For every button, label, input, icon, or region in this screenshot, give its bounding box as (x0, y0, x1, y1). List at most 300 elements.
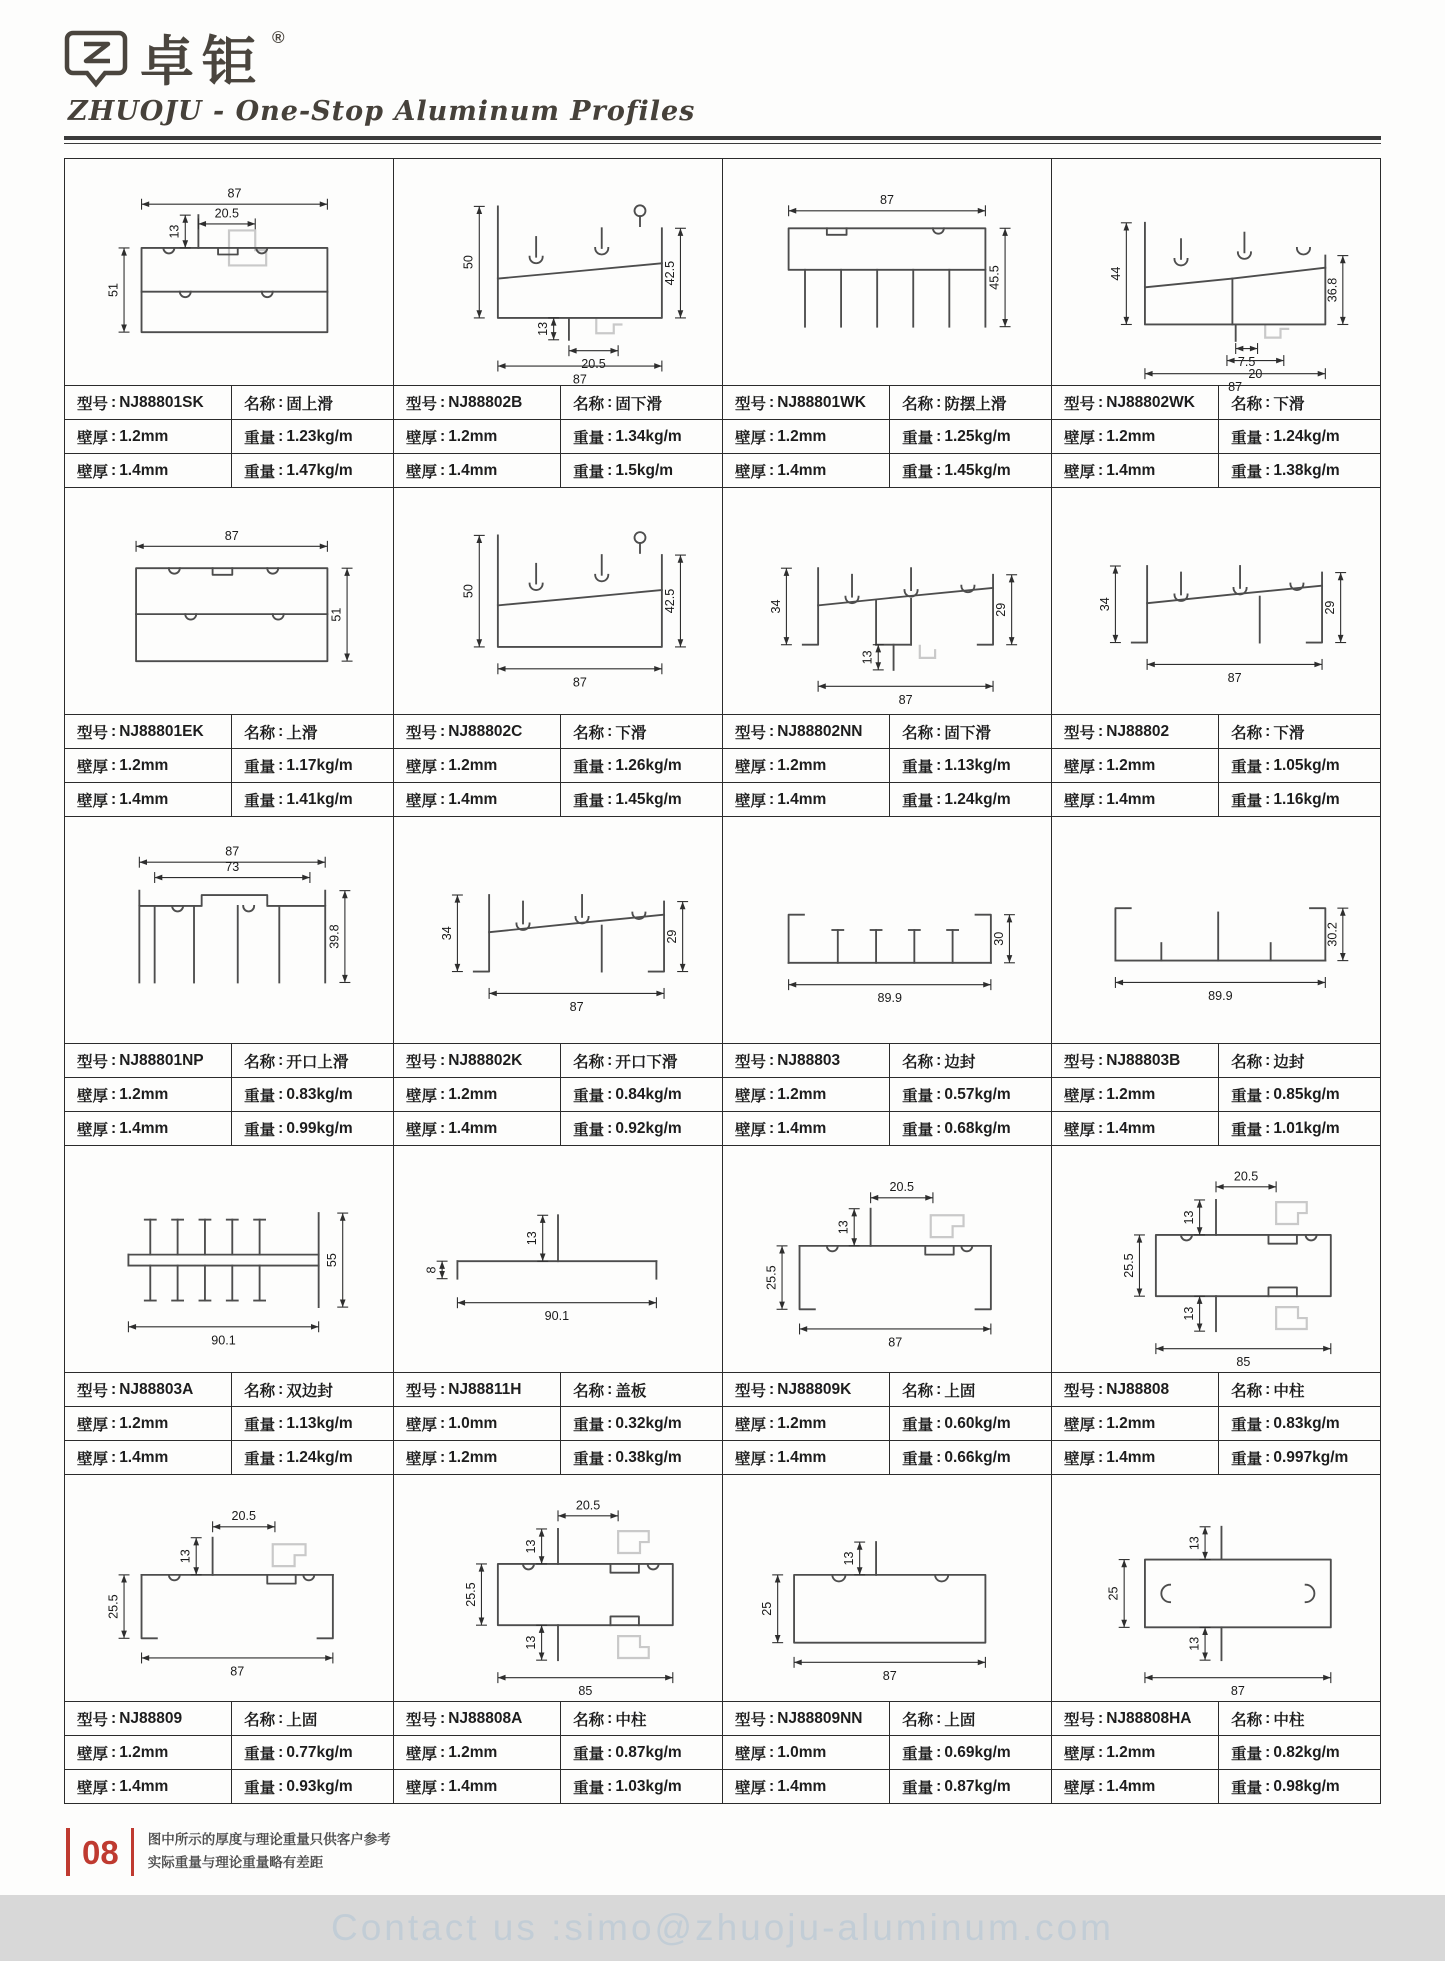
thickness-value: 1.4mm (448, 790, 498, 808)
dimension-label: 13 (525, 1231, 540, 1246)
thickness-cell: 壁厚 : 1.4mm (723, 1441, 890, 1474)
model-label: 型号 (406, 1382, 438, 1400)
weight-value: 1.34kg/m (615, 427, 682, 445)
dimension-label: 87 (224, 528, 239, 543)
spec-row-1 (394, 1077, 722, 1111)
model-value: NJ88809 (119, 1709, 183, 1727)
name-label: 名称 (902, 724, 934, 742)
profile-cross-section (723, 1146, 1051, 1372)
weight-label: 重量 (244, 1450, 276, 1468)
name-cell: 名称 : 边封 (1231, 1051, 1305, 1071)
weight-cell: 重量 : 1.5kg/m (573, 461, 674, 481)
dimension-label: 13 (1187, 1536, 1202, 1551)
weight-cell: 重量 : 0.99kg/m (244, 1119, 353, 1139)
model-label: 型号 (1064, 1382, 1096, 1400)
weight-cell: 重量 : 1.34kg/m (573, 427, 682, 447)
weight-value: 1.01kg/m (1273, 1119, 1340, 1137)
weight-label: 重量 (1231, 1745, 1263, 1763)
weight-label: 重量 (244, 1779, 276, 1797)
weight-value: 0.32kg/m (615, 1414, 682, 1432)
model-label: 型号 (406, 724, 438, 742)
profile-cross-section (723, 488, 1051, 714)
spec-table (723, 1043, 1051, 1145)
thickness-cell: 壁厚 : 1.2mm (723, 1407, 890, 1440)
thickness-value: 1.4mm (1106, 1777, 1156, 1795)
model-cell: 型号 : NJ88802C (394, 715, 561, 748)
weight-cell: 重量 : 1.41kg/m (244, 790, 353, 810)
weight-label: 重量 (1231, 429, 1263, 447)
spec-row-2 (723, 1111, 1051, 1145)
profile-cell (394, 1146, 723, 1475)
spec-table (723, 1701, 1051, 1803)
spec-row-model (1052, 385, 1380, 419)
spec-table (394, 1372, 722, 1474)
weight-cell: 重量 : 1.45kg/m (573, 790, 682, 810)
model-value: NJ88809K (777, 1380, 852, 1398)
model-value: NJ88808A (448, 1709, 523, 1727)
thickness-value: 1.4mm (777, 790, 827, 808)
dimension-label: 20.5 (575, 1498, 601, 1513)
name-value: 下滑 (1273, 395, 1305, 413)
model-cell: 型号 : NJ88808A (394, 1702, 561, 1735)
name-cell: 名称 : 边封 (902, 1051, 976, 1071)
weight-label: 重量 (573, 1121, 605, 1139)
weight-label: 重量 (573, 1450, 605, 1468)
spec-row-model (65, 714, 393, 748)
dimension-label: 29 (994, 602, 1009, 617)
dimension-label: 90.1 (211, 1333, 236, 1348)
weight-cell: 重量 : 0.87kg/m (573, 1743, 682, 1763)
name-label: 名称 (1231, 1053, 1263, 1071)
model-cell: 型号 : NJ88809NN (723, 1702, 890, 1735)
profile-drawing (65, 159, 393, 385)
thickness-label: 壁厚 (735, 463, 767, 481)
dimension-label: 29 (665, 929, 680, 944)
weight-label: 重量 (244, 1416, 276, 1434)
name-value: 开口上滑 (286, 1053, 349, 1071)
model-cell: 型号 : NJ88801NP (65, 1044, 232, 1077)
spec-row-1 (394, 748, 722, 782)
name-label: 名称 (244, 1711, 276, 1729)
name-value: 固上滑 (286, 395, 333, 413)
weight-cell: 重量 : 1.01kg/m (1231, 1119, 1340, 1139)
profile-cell (65, 1146, 394, 1475)
model-cell: 型号 : NJ88802NN (723, 715, 890, 748)
dimension-label: 85 (578, 1684, 593, 1699)
profile-drawing (394, 817, 722, 1043)
weight-value: 1.24kg/m (944, 790, 1011, 808)
weight-cell: 重量 : 1.24kg/m (244, 1448, 353, 1468)
model-cell: 型号 : NJ88809K (723, 1373, 890, 1406)
spec-table (1052, 1701, 1380, 1803)
dimension-label: 73 (225, 859, 240, 874)
thickness-label: 壁厚 (77, 792, 109, 810)
spec-row-2 (1052, 1440, 1380, 1474)
weight-value: 0.68kg/m (944, 1119, 1011, 1137)
weight-value: 0.69kg/m (944, 1743, 1011, 1761)
profile-cross-section (65, 488, 393, 714)
page-number: 08 (82, 1833, 119, 1871)
weight-label: 重量 (902, 463, 934, 481)
dimension-label: 51 (329, 607, 344, 622)
weight-label: 重量 (1231, 1779, 1263, 1797)
model-label: 型号 (77, 1053, 109, 1071)
thickness-value: 1.4mm (119, 1777, 169, 1795)
thickness-label: 壁厚 (1064, 1416, 1096, 1434)
spec-row-1 (1052, 1077, 1380, 1111)
thickness-cell: 壁厚 : 1.2mm (723, 1078, 890, 1111)
name-value: 固下滑 (615, 395, 662, 413)
profile-cell (1052, 1146, 1381, 1475)
spec-row-2 (1052, 1769, 1380, 1803)
spec-table (65, 714, 393, 816)
model-cell: 型号 : NJ88808 (1052, 1373, 1219, 1406)
weight-label: 重量 (573, 1779, 605, 1797)
thickness-cell: 壁厚 : 1.4mm (65, 1112, 232, 1145)
weight-cell: 重量 : 0.69kg/m (902, 1743, 1011, 1763)
profile-drawing (723, 1475, 1051, 1701)
weight-value: 0.92kg/m (615, 1119, 682, 1137)
profile-cell (1052, 1475, 1381, 1804)
name-label: 名称 (1231, 724, 1263, 742)
weight-label: 重量 (1231, 1087, 1263, 1105)
thickness-label: 壁厚 (77, 463, 109, 481)
model-value: NJ88802C (448, 722, 523, 740)
spec-row-model (394, 1043, 722, 1077)
weight-cell: 重量 : 1.16kg/m (1231, 790, 1340, 810)
name-cell: 名称 : 下滑 (1231, 722, 1305, 742)
dimension-label: 8 (424, 1266, 439, 1274)
weight-cell: 重量 : 1.13kg/m (902, 756, 1011, 776)
profile-cross-section (394, 488, 722, 714)
thickness-cell: 壁厚 : 1.4mm (723, 783, 890, 816)
profile-drawing (394, 1475, 722, 1701)
spec-table (65, 1372, 393, 1474)
thickness-cell: 壁厚 : 1.2mm (1052, 1736, 1219, 1769)
name-label: 名称 (244, 395, 276, 413)
spec-row-2 (1052, 453, 1380, 487)
model-value: NJ88808HA (1106, 1709, 1192, 1727)
model-label: 型号 (1064, 395, 1096, 413)
weight-label: 重量 (573, 792, 605, 810)
thickness-label: 壁厚 (77, 1416, 109, 1434)
name-value: 中柱 (1273, 1382, 1305, 1400)
model-label: 型号 (406, 1053, 438, 1071)
spec-table (394, 1701, 722, 1803)
dimension-label: 87 (572, 372, 587, 387)
brand-tagline: ZHUOJU - One-Stop Aluminum Profiles (68, 96, 696, 127)
spec-row-2 (1052, 782, 1380, 816)
thickness-value: 1.2mm (1106, 1414, 1156, 1432)
weight-label: 重量 (573, 1416, 605, 1434)
weight-cell: 重量 : 0.32kg/m (573, 1414, 682, 1434)
profile-cross-section (1052, 817, 1380, 1043)
profile-cross-section (394, 817, 722, 1043)
weight-cell: 重量 : 0.57kg/m (902, 1085, 1011, 1105)
thickness-label: 壁厚 (77, 1087, 109, 1105)
profile-cross-section (1052, 1146, 1380, 1372)
spec-row-model (723, 385, 1051, 419)
spec-table (65, 1701, 393, 1803)
spec-table (394, 1043, 722, 1145)
weight-cell: 重量 : 1.47kg/m (244, 461, 353, 481)
model-value: NJ88801NP (119, 1051, 204, 1069)
thickness-cell: 壁厚 : 1.2mm (65, 1407, 232, 1440)
profile-drawing (394, 488, 722, 714)
dimension-label: 25.5 (764, 1265, 779, 1290)
dimension-label: 13 (1182, 1306, 1197, 1321)
weight-label: 重量 (1231, 1121, 1263, 1139)
dimension-label: 13 (836, 1220, 851, 1235)
weight-label: 重量 (573, 463, 605, 481)
model-value: NJ88802K (448, 1051, 523, 1069)
spec-row-1 (1052, 1735, 1380, 1769)
thickness-label: 壁厚 (1064, 1087, 1096, 1105)
thickness-label: 壁厚 (406, 429, 438, 447)
thickness-cell: 壁厚 : 1.2mm (65, 1736, 232, 1769)
spec-row-2 (723, 782, 1051, 816)
name-cell: 名称 : 防摆上滑 (902, 393, 1007, 413)
spec-row-1 (65, 1406, 393, 1440)
name-value: 中柱 (1273, 1711, 1305, 1729)
profile-drawing (1052, 159, 1380, 395)
weight-value: 0.66kg/m (944, 1448, 1011, 1466)
weight-cell: 重量 : 0.84kg/m (573, 1085, 682, 1105)
profile-cross-section (394, 1475, 722, 1701)
profile-cell (65, 488, 394, 817)
weight-label: 重量 (902, 1450, 934, 1468)
profile-drawing (65, 488, 393, 714)
weight-label: 重量 (902, 429, 934, 447)
spec-row-model (394, 385, 722, 419)
profile-cell (723, 1475, 1052, 1804)
profile-cell (1052, 488, 1381, 817)
thickness-cell: 壁厚 : 1.2mm (65, 749, 232, 782)
model-label: 型号 (77, 395, 109, 413)
profile-cell (723, 1146, 1052, 1475)
weight-label: 重量 (1231, 792, 1263, 810)
name-label: 名称 (1231, 1382, 1263, 1400)
name-label: 名称 (244, 1382, 276, 1400)
thickness-value: 1.2mm (119, 427, 169, 445)
weight-value: 1.13kg/m (286, 1414, 353, 1432)
spec-row-model (394, 714, 722, 748)
weight-value: 1.13kg/m (944, 756, 1011, 774)
model-cell: 型号 : NJ88803 (723, 1044, 890, 1077)
thickness-cell: 壁厚 : 1.4mm (65, 783, 232, 816)
thickness-cell: 壁厚 : 1.4mm (723, 1112, 890, 1145)
thickness-value: 1.4mm (119, 790, 169, 808)
spec-row-2 (723, 453, 1051, 487)
profile-drawing (65, 1475, 393, 1701)
weight-cell: 重量 : 0.87kg/m (902, 1777, 1011, 1797)
name-cell: 名称 : 盖板 (573, 1380, 647, 1400)
weight-label: 重量 (244, 792, 276, 810)
weight-label: 重量 (902, 1779, 934, 1797)
thickness-label: 壁厚 (1064, 429, 1096, 447)
model-cell: 型号 : NJ88808HA (1052, 1702, 1219, 1735)
weight-label: 重量 (244, 463, 276, 481)
profile-cross-section (394, 1146, 722, 1372)
profile-drawing (1052, 817, 1380, 1043)
spec-row-2 (65, 1111, 393, 1145)
thickness-label: 壁厚 (1064, 758, 1096, 776)
weight-cell: 重量 : 1.45kg/m (902, 461, 1011, 481)
weight-cell: 重量 : 1.24kg/m (902, 790, 1011, 810)
thickness-label: 壁厚 (1064, 1450, 1096, 1468)
header-divider (64, 136, 1381, 144)
thickness-value: 1.2mm (1106, 756, 1156, 774)
dimension-label: 25 (1106, 1586, 1121, 1601)
profile-drawing (723, 488, 1051, 714)
dimension-label: 25 (760, 1601, 775, 1616)
dimension-label: 13 (860, 650, 875, 665)
dimension-label: 13 (842, 1551, 857, 1566)
weight-label: 重量 (244, 1121, 276, 1139)
spec-row-2 (723, 1440, 1051, 1474)
dimension-label: 20.5 (214, 206, 240, 221)
profile-cross-section (1052, 159, 1380, 395)
model-value: NJ88802 (1106, 722, 1170, 740)
name-label: 名称 (573, 1711, 605, 1729)
name-cell: 名称 : 双边封 (244, 1380, 333, 1400)
footer-note-row (66, 1828, 1445, 1876)
dimension-label: 87 (882, 1668, 897, 1683)
profile-drawing (1052, 488, 1380, 714)
model-value: NJ88803A (119, 1380, 194, 1398)
spec-table (1052, 1372, 1380, 1474)
profile-cross-section (65, 1146, 393, 1372)
weight-value: 0.84kg/m (615, 1085, 682, 1103)
spec-table (65, 385, 393, 487)
thickness-cell: 壁厚 : 1.4mm (394, 454, 561, 487)
thickness-value: 1.0mm (777, 1743, 827, 1761)
name-cell: 名称 : 上滑 (244, 722, 318, 742)
spec-row-model (394, 1701, 722, 1735)
weight-cell: 重量 : 1.13kg/m (244, 1414, 353, 1434)
weight-cell: 重量 : 0.93kg/m (244, 1777, 353, 1797)
dimension-label: 20.5 (231, 1509, 256, 1524)
dimension-label: 89.9 (1208, 988, 1233, 1003)
thickness-value: 1.2mm (1106, 1743, 1156, 1761)
weight-value: 0.997kg/m (1273, 1448, 1349, 1466)
model-cell: 型号 : NJ88801SK (65, 386, 232, 419)
model-value: NJ88802B (448, 393, 523, 411)
weight-value: 1.26kg/m (615, 756, 682, 774)
model-label: 型号 (735, 1711, 767, 1729)
dimension-label: 13 (167, 224, 182, 239)
model-cell: 型号 : NJ88802 (1052, 715, 1219, 748)
weight-label: 重量 (902, 792, 934, 810)
weight-cell: 重量 : 0.60kg/m (902, 1414, 1011, 1434)
dimension-label: 34 (1097, 597, 1112, 612)
weight-cell: 重量 : 1.24kg/m (1231, 427, 1340, 447)
profile-drawing (1052, 1146, 1380, 1372)
weight-label: 重量 (902, 1416, 934, 1434)
dimension-label: 87 (225, 844, 240, 859)
thickness-label: 壁厚 (406, 758, 438, 776)
profile-cell (65, 1475, 394, 1804)
profile-cell (394, 1475, 723, 1804)
profile-cross-section (394, 159, 722, 385)
dimension-label: 13 (524, 1635, 539, 1650)
spec-row-model (723, 1701, 1051, 1735)
name-value: 下滑 (615, 724, 647, 742)
spec-row-1 (723, 1077, 1051, 1111)
thickness-value: 1.4mm (777, 1119, 827, 1137)
thickness-cell: 壁厚 : 1.4mm (65, 1770, 232, 1803)
model-value: NJ88802WK (1106, 393, 1195, 411)
weight-label: 重量 (573, 1087, 605, 1105)
spec-row-model (723, 714, 1051, 748)
thickness-cell: 壁厚 : 1.4mm (394, 783, 561, 816)
model-value: NJ88803 (777, 1051, 841, 1069)
thickness-cell: 壁厚 : 1.2mm (65, 420, 232, 453)
spec-row-2 (65, 1440, 393, 1474)
thickness-cell: 壁厚 : 1.4mm (65, 454, 232, 487)
dimension-label: 55 (325, 1253, 340, 1268)
profile-cross-section (723, 1475, 1051, 1701)
spec-row-model (65, 1372, 393, 1406)
spec-table (394, 714, 722, 816)
thickness-value: 1.4mm (777, 1448, 827, 1466)
model-label: 型号 (406, 395, 438, 413)
weight-value: 0.85kg/m (1273, 1085, 1340, 1103)
weight-value: 0.77kg/m (286, 1743, 353, 1761)
profile-drawing (723, 817, 1051, 1043)
model-cell: 型号 : NJ88803A (65, 1373, 232, 1406)
profile-cell (1052, 817, 1381, 1146)
thickness-cell: 壁厚 : 1.2mm (1052, 749, 1219, 782)
registered-mark: ® (272, 28, 285, 47)
spec-row-2 (394, 453, 722, 487)
model-value: NJ88801WK (777, 393, 866, 411)
weight-cell: 重量 : 1.38kg/m (1231, 461, 1340, 481)
thickness-cell: 壁厚 : 1.2mm (394, 1736, 561, 1769)
thickness-cell: 壁厚 : 1.2mm (394, 1441, 561, 1474)
dimension-label: 87 (572, 675, 587, 690)
thickness-value: 1.2mm (448, 1448, 498, 1466)
name-cell: 名称 : 下滑 (573, 722, 647, 742)
red-bar-right (131, 1828, 134, 1876)
thickness-cell: 壁厚 : 1.2mm (394, 420, 561, 453)
spec-row-2 (65, 1769, 393, 1803)
spec-row-1 (65, 1077, 393, 1111)
spec-table (65, 1043, 393, 1145)
weight-cell: 重量 : 1.23kg/m (244, 427, 353, 447)
spec-row-model (65, 1701, 393, 1735)
thickness-value: 1.4mm (119, 1448, 169, 1466)
profile-cross-section (65, 159, 393, 385)
name-label: 名称 (1231, 1711, 1263, 1729)
profile-cross-section (1052, 488, 1380, 714)
thickness-label: 壁厚 (77, 1121, 109, 1139)
thickness-label: 壁厚 (77, 1450, 109, 1468)
profile-cell (723, 817, 1052, 1146)
name-value: 防摆上滑 (944, 395, 1007, 413)
thickness-cell: 壁厚 : 1.2mm (1052, 1407, 1219, 1440)
model-label: 型号 (77, 1711, 109, 1729)
note-line-2: 实际重量与理论重量略有差距 (147, 1855, 324, 1870)
dimension-label: 87 (569, 999, 584, 1014)
disclaimer-notes (148, 1829, 391, 1875)
spec-row-model (723, 1043, 1051, 1077)
weight-cell: 重量 : 1.05kg/m (1231, 756, 1340, 776)
thickness-value: 1.2mm (1106, 427, 1156, 445)
weight-label: 重量 (1231, 463, 1263, 481)
weight-value: 0.98kg/m (1273, 1777, 1340, 1795)
spec-row-1 (723, 1735, 1051, 1769)
